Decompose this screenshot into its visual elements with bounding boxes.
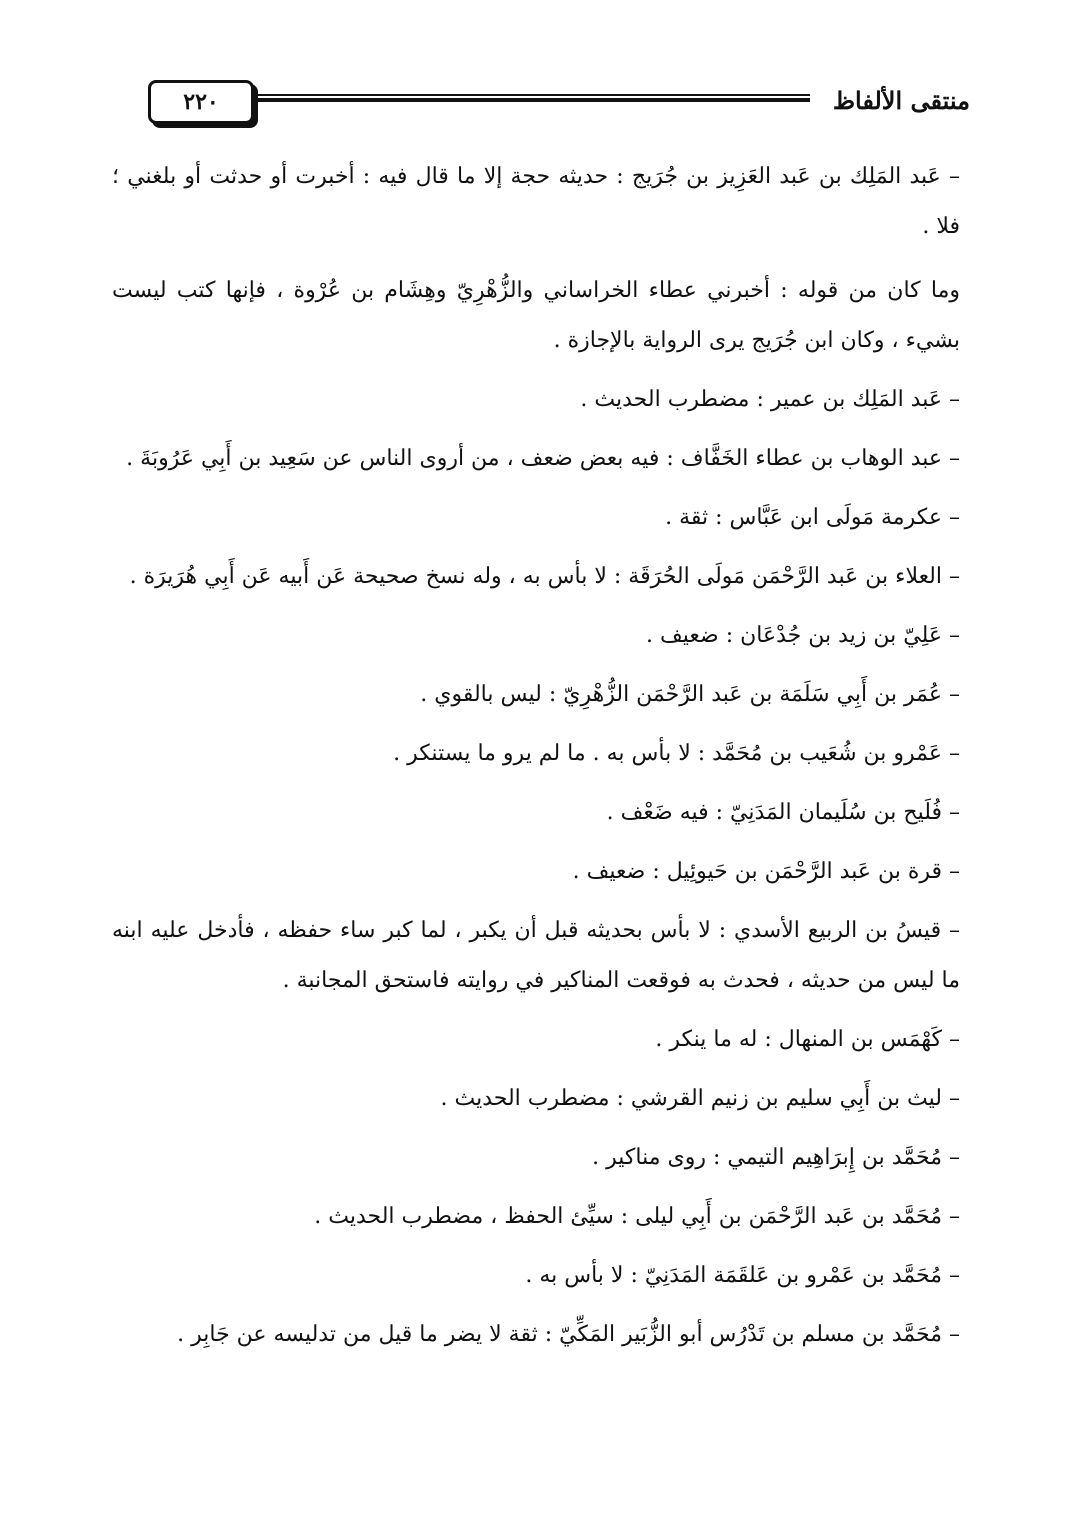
- narrator-entry: – عكرمة مَولَى ابن عَبَّاس : ثقة .: [665, 505, 960, 530]
- narrator-entry: – قرة بن عَبد الرَّحْمَن بن حَيوئِيل : ضعيف .: [572, 859, 960, 884]
- narrator-entry: – مُحَمَّد بن مسلم بن تَدْرُس أبو الزُّبَير المَكِّيّ : ثقة لا يضر ما قيل من تدليسه عن جَابِر .: [177, 1322, 960, 1347]
- narrator-entry: – عَلِيّ بن زيد بن جُدْعَان : ضعيف .: [646, 623, 960, 648]
- narrator-entry: – مُحَمَّد بن إِبرَاهِيم التيمي : روى مناكير .: [592, 1145, 960, 1170]
- narrator-entry: – قيسُ بن الربيع الأسدي : لا بأس بحديثه قبل أن يكبر ، لما كبر ساء حفظه ، فأدخل عليه ابنه ما ليس من حديثه ، فحدث به فوقعت المناكير في روايته فاستحق المجانبة .: [112, 918, 960, 993]
- narrator-entry: – العلاء بن عَبد الرَّحْمَن مَولَى الحُرَقَة : لا بأس به ، وله نسخ صحيحة عَن أَبيه عَن أَبِي هُرَيرَة .: [129, 564, 960, 589]
- book-title: منتقى الألفاظ: [832, 86, 970, 115]
- narrator-entry: – مُحَمَّد بن عَبد الرَّحْمَن بن أَبِي ليلى : سيِّئ الحفظ ، مضطرب الحديث .: [314, 1204, 960, 1229]
- narrator-entry: – عَبد المَلِك بن عَبد العَزِيز بن جُرَيج : حديثه حجة إلا ما قال فيه : أخبرت أو حدثت أو بلغني ؛ فلا .: [112, 164, 960, 239]
- narrator-entry: – عُمَر بن أَبِي سَلَمَة بن عَبد الرَّحْمَن الزُّهْرِيّ : ليس بالقوي .: [420, 682, 960, 707]
- narrator-entry: – ليث بن أَبِي سليم بن زنيم القرشي : مضطرب الحديث .: [440, 1086, 960, 1111]
- page-body: [112, 152, 960, 1369]
- narrator-entry: – عبد الوهاب بن عطاء الخَفَّاف : فيه بعض ضعف ، من أروى الناس عن سَعِيد بن أَبِي عَرُوبَةَ .: [126, 446, 960, 471]
- narrator-entry: – فُلَيح بن سُلَيمان المَدَنِيّ : فيه ضَعْف .: [606, 800, 960, 825]
- header-rule: [258, 94, 810, 100]
- narrator-entry: – عَبد المَلِك بن عمير : مضطرب الحديث .: [580, 387, 960, 412]
- page-header: [110, 70, 970, 130]
- commentary-paragraph: وما كان من قوله : أخبرني عطاء الخراساني والزُّهْرِيّ وهِشَام بن عُرْوة ، فإنها كتب ليست بشيء ، وكان ابن جُرَيج يرى الرواية بالإجازة .: [112, 278, 960, 353]
- narrator-entry: – كَهْمَس بن المنهال : له ما ينكر .: [655, 1027, 960, 1052]
- narrator-entry: – مُحَمَّد بن عَمْرو بن عَلقَمَة المَدَنِيّ : لا بأس به .: [525, 1263, 960, 1288]
- page-number: ٢٢٠: [148, 80, 254, 124]
- narrator-entry: – عَمْرو بن شُعَيب بن مُحَمَّد : لا بأس به . ما لم يرو ما يستنكر .: [393, 741, 960, 766]
